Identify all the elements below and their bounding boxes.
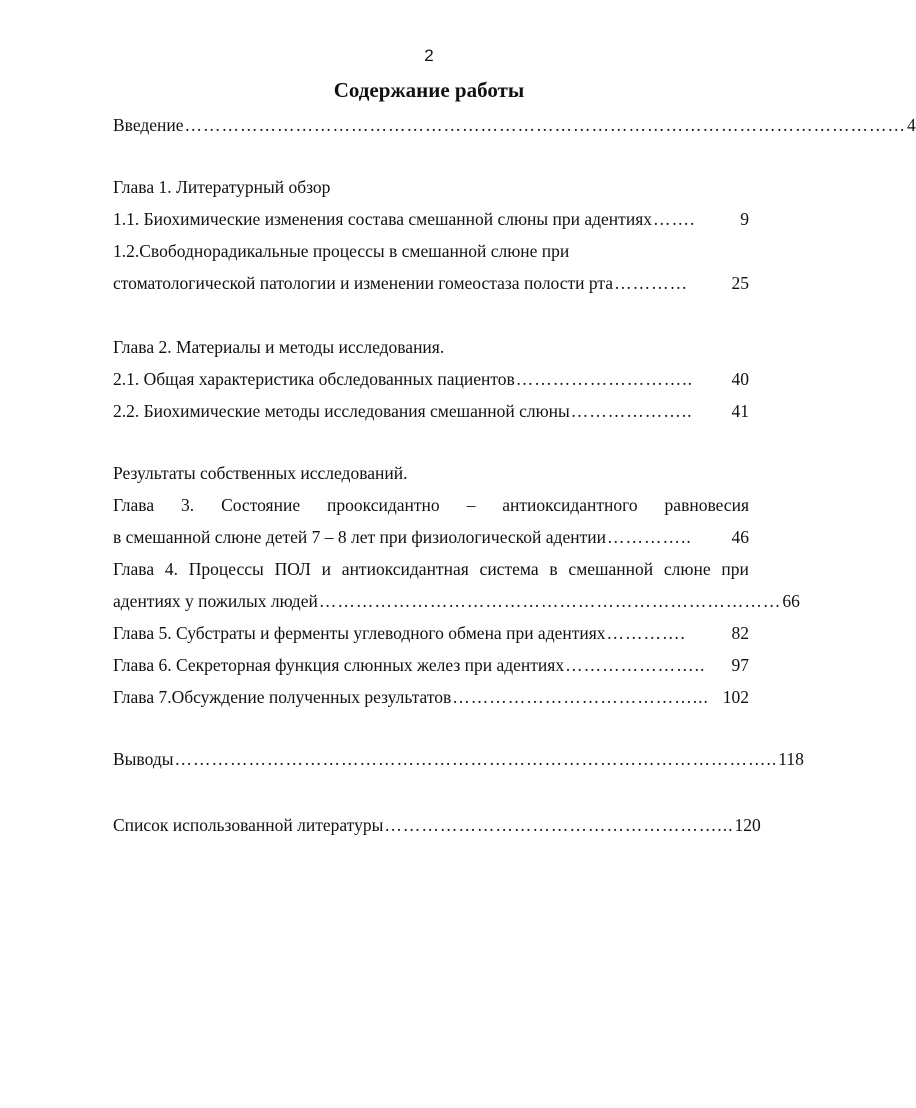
word: антиоксидантного <box>502 495 638 515</box>
toc-leader-dots: …………………………………………………………………………………….. <box>174 749 778 769</box>
toc-page-number: 66 <box>782 591 800 611</box>
toc-leader-dots: …………………………………... <box>452 687 709 707</box>
toc-entry-label: стоматологической патологии и изменении гомеостаза полости рта <box>113 273 614 293</box>
toc-entry-2-1[interactable] <box>113 366 749 392</box>
toc-leader-dots: ………………………………………………………………… <box>318 591 782 611</box>
word: Процессы <box>188 559 264 579</box>
word: в <box>549 559 558 579</box>
toc-leader-dots: ………… <box>614 273 689 293</box>
word: ПОЛ <box>274 559 311 579</box>
page-number: 2 <box>424 46 434 65</box>
toc-entry-1-2-line1[interactable]: 1.2.Свободнорадикальные процессы в смешанной слюне при <box>113 241 570 261</box>
toc-page-number: 118 <box>778 749 804 769</box>
word: прооксидантно <box>327 495 440 515</box>
toc-entry-label: 1.1. Биохимические изменения состава смешанной слюны при адентиях <box>113 209 652 229</box>
toc-entry-ch6[interactable] <box>113 652 749 678</box>
toc-page-number: 46 <box>731 527 749 547</box>
toc-entry-label: 2.2. Биохимические методы исследования смешанной слюны <box>113 401 570 421</box>
toc-entry-ch5[interactable] <box>113 620 749 646</box>
toc-entry-ch3[interactable] <box>113 524 749 550</box>
toc-page-number: 25 <box>731 273 749 293</box>
toc-leader-dots: ……………………….. <box>515 369 694 389</box>
toc-entry-intro[interactable] <box>113 112 916 138</box>
toc-entry-ch4[interactable] <box>113 588 800 614</box>
toc-entry-ch7[interactable] <box>113 684 749 710</box>
page-title: Содержание работы <box>333 78 525 102</box>
toc-results-heading: Результаты собственных исследований. <box>113 463 408 483</box>
toc-leader-dots: ……………….. <box>570 401 693 421</box>
toc-entry-label: Глава 5. Субстраты и ферменты углеводного обмена при адентиях <box>113 623 606 643</box>
toc-entry-references[interactable] <box>113 812 761 838</box>
toc-page-number: 4 <box>907 115 916 135</box>
toc-page-number: 9 <box>740 209 749 229</box>
word: и <box>321 559 332 579</box>
word: система <box>479 559 539 579</box>
toc-entry-ch4-line1[interactable] <box>113 556 749 582</box>
toc-entry-label: Глава 6. Секреторная функция слюнных желез при адентиях <box>113 655 565 675</box>
toc-page-number: 40 <box>731 369 749 389</box>
toc-entry-label: адентиях у пожилых людей <box>113 591 318 611</box>
toc-entry-label: Список использованной литературы <box>113 815 384 835</box>
toc-page-number: 97 <box>731 655 749 675</box>
toc-leader-dots: ………………….. <box>565 655 706 675</box>
toc-leader-dots: ……. <box>653 209 696 229</box>
word: Состояние <box>221 495 301 515</box>
toc-entry-2-2[interactable] <box>113 398 749 424</box>
toc-chapter1-heading: Глава 1. Литературный обзор <box>113 177 331 197</box>
toc-leader-dots: …………. <box>606 623 686 643</box>
toc-entry-1-2[interactable] <box>113 270 749 296</box>
toc-leader-dots: ………….. <box>606 527 692 547</box>
word: смешанной <box>568 559 654 579</box>
toc-leader-dots: ……………………………………………………………………………………………………… <box>184 115 907 135</box>
word: Глава <box>113 559 155 579</box>
toc-entry-label: 2.1. Общая характеристика обследованных пациентов <box>113 369 515 389</box>
word: слюне <box>663 559 711 579</box>
toc-entry-label: в смешанной слюне детей 7 – 8 лет при физиологической адентии <box>113 527 606 547</box>
word: 4. <box>164 559 179 579</box>
toc-page-number: 82 <box>731 623 749 643</box>
toc-entry-label: Выводы <box>113 749 174 769</box>
toc-entry-conclusions[interactable] <box>113 746 804 772</box>
toc-entry-label: Введение <box>113 115 184 135</box>
toc-entry-1-1[interactable] <box>113 206 749 232</box>
toc-chapter2-heading: Глава 2. Материалы и методы исследования. <box>113 337 445 357</box>
toc-page-number: 120 <box>734 815 761 835</box>
toc-page-number: 102 <box>722 687 749 707</box>
word: равновесия <box>664 495 749 515</box>
toc-leader-dots: ………………………………………………... <box>384 815 734 835</box>
toc-page-number: 41 <box>731 401 749 421</box>
word: Глава <box>113 495 155 515</box>
word: антиоксидантная <box>341 559 469 579</box>
word: – <box>466 495 476 515</box>
toc-entry-ch3-line1[interactable] <box>113 492 749 518</box>
word: при <box>721 559 749 579</box>
word: 3. <box>181 495 195 515</box>
toc-entry-label: Глава 7.Обсуждение полученных результатов <box>113 687 452 707</box>
